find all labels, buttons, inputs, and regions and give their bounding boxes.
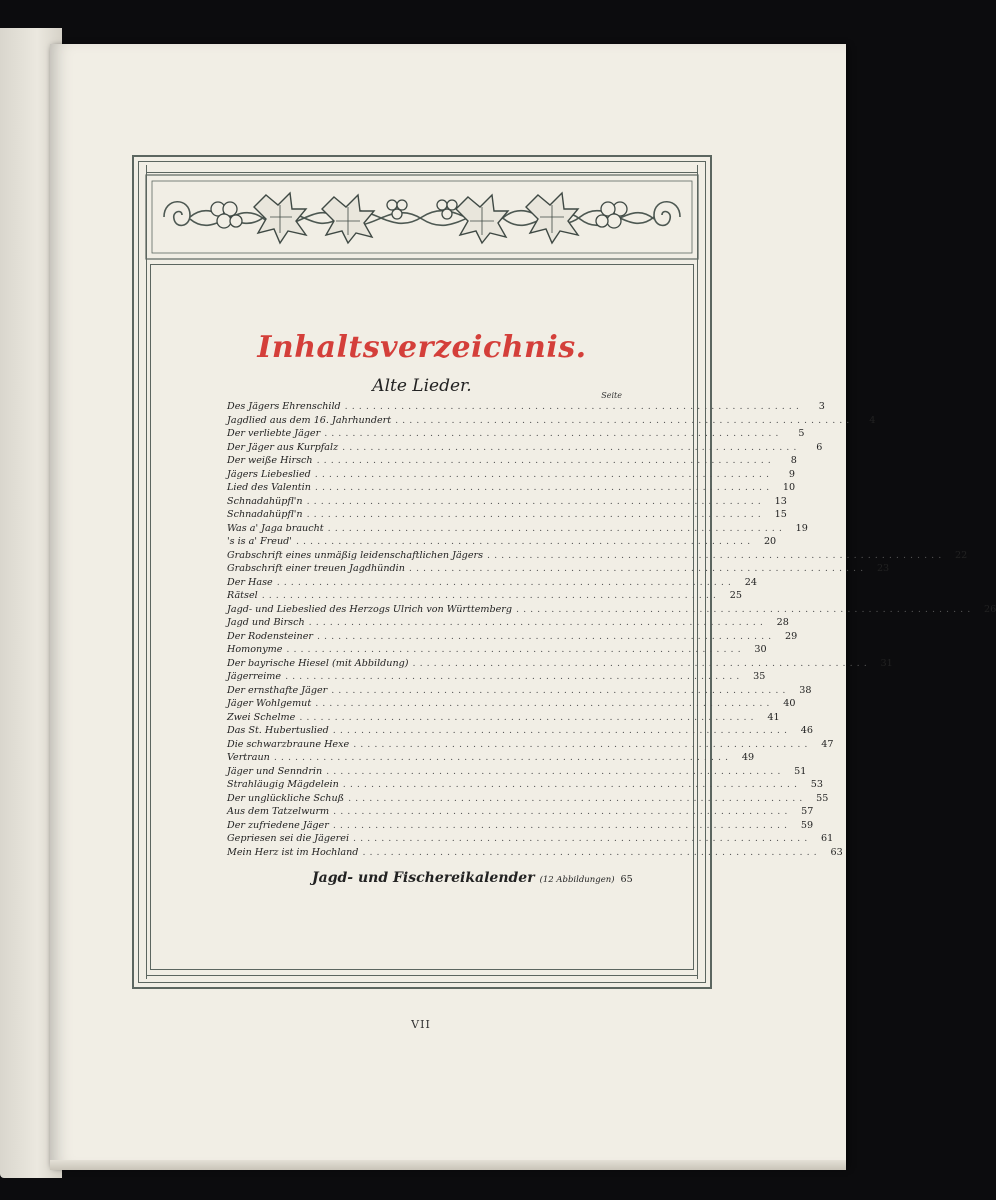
- final-entry-title: Jagd- und Fischereikalender: [312, 870, 535, 886]
- toc-entry: [227, 806, 814, 820]
- dot-leader: .................................................................: [395, 414, 854, 426]
- dot-leader: .................................................................: [342, 441, 801, 453]
- toc-entry-page: 59: [800, 819, 814, 831]
- dot-leader: .................................................................: [326, 765, 785, 777]
- toc-entry-page: 10: [782, 482, 796, 493]
- dot-leader: .................................................................: [308, 617, 767, 628]
- dot-leader: .................................................................: [285, 671, 744, 682]
- toc-entry-page: 24: [744, 576, 757, 588]
- toc-entry: [227, 414, 876, 429]
- toc-entry-title: Der zufriedene Jäger: [227, 819, 329, 831]
- final-entry-note: (12 Abbildungen): [539, 875, 615, 885]
- toc-entry: [227, 401, 825, 415]
- toc-entry-title: Der unglückliche Schuß: [227, 792, 345, 804]
- toc-entry-title: Der bayrische Hiesel (mit Abbildung): [227, 657, 409, 669]
- dot-leader: .................................................................: [261, 590, 720, 601]
- dot-leader: .................................................................: [342, 779, 802, 790]
- toc-entry-page: 13: [774, 495, 787, 507]
- toc-entry-title: Der ernsthafte Jäger: [227, 684, 328, 696]
- dot-leader: .................................................................: [344, 401, 803, 412]
- page-column-label: Seite: [601, 391, 622, 400]
- toc-entry-page: 29: [785, 630, 798, 642]
- toc-entry: [227, 455, 797, 469]
- dot-leader: .................................................................: [353, 833, 812, 844]
- toc-entry-title: Der Jäger aus Kurpfalz: [227, 441, 339, 453]
- dot-leader: .................................................................: [333, 806, 792, 817]
- toc-entry-title: Jäger und Senndrin: [227, 765, 323, 777]
- toc-entry: [227, 833, 834, 847]
- frame-bottom-rule: [146, 975, 698, 976]
- toc-entry-title: Schnadahüpfl'n: [227, 509, 303, 520]
- dot-leader: .................................................................: [332, 819, 792, 831]
- dot-leader: .................................................................: [306, 509, 765, 520]
- toc-entry-title: Homonyme: [227, 644, 283, 655]
- dot-leader: .................................................................: [314, 468, 773, 480]
- toc-entry-page: 22: [955, 549, 968, 561]
- toc-entry: [227, 819, 814, 834]
- dot-leader: .................................................................: [362, 846, 821, 858]
- toc-entry-title: Aus dem Tatzelwurm: [227, 806, 330, 817]
- toc-entry-title: Was a' Jaga braucht: [227, 522, 324, 534]
- toc-entry-page: 28: [776, 617, 789, 628]
- dot-leader: .................................................................: [331, 684, 790, 696]
- dot-leader: .................................................................: [276, 576, 735, 588]
- frame-left-rule: [146, 165, 147, 979]
- toc-entry-title: Grabschrift eines unmäßig leidenschaftlichen Jägers: [227, 549, 484, 561]
- toc-entry-title: Rätsel: [227, 590, 258, 601]
- section-heading: Alte Lieder.: [372, 376, 472, 396]
- toc-entry-page: 46: [800, 725, 814, 736]
- toc-entry-page: 51: [794, 765, 807, 777]
- dot-leader: .................................................................: [316, 455, 775, 466]
- toc-entry: [227, 509, 787, 523]
- dot-leader: .................................................................: [353, 738, 812, 750]
- dot-leader: .................................................................: [314, 482, 774, 493]
- toc-entry: [227, 603, 996, 618]
- toc-entry-title: Jägerreime: [227, 671, 282, 682]
- toc-entry-title: Lied des Valentin: [227, 482, 311, 493]
- page-title: Inhaltsverzeichnis.: [257, 330, 587, 365]
- toc-entry-title: Der weiße Hirsch: [227, 455, 313, 466]
- toc-final-entry: [312, 870, 633, 886]
- toc-entry: [227, 441, 823, 456]
- toc-entry-title: Der Hase: [227, 576, 273, 588]
- toc-entry-page: 6: [816, 441, 823, 453]
- toc-entry: [227, 792, 829, 807]
- toc-entry-page: 61: [821, 833, 834, 844]
- toc-entry: [227, 657, 893, 672]
- dot-leader: .................................................................: [487, 549, 946, 561]
- dot-leader: .................................................................: [295, 536, 755, 547]
- toc-entry-title: Jagd- und Liebeslied des Herzogs Ulrich von Württemberg: [227, 603, 513, 615]
- toc-entry: [227, 630, 798, 645]
- toc-entry-page: 15: [774, 509, 787, 520]
- toc-entry-title: Jagd und Birsch: [227, 617, 305, 628]
- toc-entry: [227, 698, 796, 712]
- toc-entry-page: 55: [816, 792, 829, 804]
- toc-entry-page: 8: [790, 455, 797, 466]
- toc-entry: [227, 684, 812, 699]
- toc-entry-page: 20: [763, 536, 777, 547]
- toc-entry-page: 41: [767, 711, 780, 723]
- toc-entry: [227, 644, 767, 658]
- toc-entry: [227, 576, 757, 591]
- dot-leader: .................................................................: [273, 752, 733, 763]
- toc-entry: [227, 495, 787, 510]
- vine-ornament-header: [146, 175, 698, 259]
- toc-entry-page: 4: [869, 414, 876, 426]
- toc-entry-page: 19: [795, 522, 808, 534]
- toc-entry-title: Mein Herz ist im Hochland: [227, 846, 359, 858]
- toc-entry-page: 31: [880, 657, 893, 669]
- toc-entry: [227, 590, 742, 604]
- dot-leader: .................................................................: [332, 725, 792, 736]
- toc-entry-title: Strahläugig Mägdelein: [227, 779, 339, 790]
- dot-leader: .................................................................: [412, 657, 871, 669]
- toc-entry-page: 53: [810, 779, 824, 790]
- dot-leader: .................................................................: [299, 711, 758, 723]
- toc-entry-title: Des Jägers Ehrenschild: [227, 401, 341, 412]
- toc-entry: [227, 725, 814, 739]
- toc-entry: [227, 779, 824, 793]
- toc-entry-page: 47: [821, 738, 834, 750]
- page-bottom-edge: [50, 1160, 846, 1170]
- toc-entry: [227, 617, 789, 631]
- dot-leader: .................................................................: [324, 428, 783, 439]
- toc-entry-page: 3: [818, 401, 825, 412]
- dot-leader: .................................................................: [516, 603, 975, 615]
- toc-entry-title: Das St. Hubertuslied: [227, 725, 329, 736]
- frame-top-rule: [146, 172, 698, 173]
- toc-entry: [227, 522, 808, 537]
- dot-leader: .................................................................: [327, 522, 786, 534]
- toc-entry-title: Die schwarzbraune Hexe: [227, 738, 350, 750]
- dot-leader: .................................................................: [316, 630, 776, 642]
- toc-entry: [227, 752, 755, 766]
- toc-entry: [227, 482, 796, 496]
- dot-leader: .................................................................: [408, 563, 868, 574]
- toc-entry-title: Jagdlied aus dem 16. Jahrhundert: [227, 414, 392, 426]
- toc-entry: [227, 428, 805, 442]
- toc-entry-page: 30: [754, 644, 767, 655]
- toc-entry-page: 63: [830, 846, 843, 858]
- toc-entry-page: 49: [741, 752, 755, 763]
- toc-entry: [227, 846, 843, 861]
- toc-entry-page: 23: [876, 563, 890, 574]
- page-folio: VII: [411, 1018, 431, 1031]
- toc-entry-page: 9: [788, 468, 795, 480]
- toc-entry-page: 5: [798, 428, 805, 439]
- toc-entry: [227, 536, 777, 550]
- toc-entry-title: 's is a' Freud': [227, 536, 292, 547]
- dot-leader: .................................................................: [306, 495, 765, 507]
- final-entry-page: 65: [620, 874, 633, 885]
- toc-entry: [227, 549, 968, 564]
- toc-entry-title: Jäger Wohlgemut: [227, 698, 312, 709]
- toc-entry: [227, 765, 807, 780]
- toc-entry-title: Gepriesen sei die Jägerei: [227, 833, 350, 844]
- toc-entry-title: Jägers Liebeslied: [227, 468, 311, 480]
- toc-entry-page: 40: [783, 698, 796, 709]
- toc-entry-title: Grabschrift einer treuen Jagdhündin: [227, 563, 405, 574]
- toc-entry: [227, 671, 766, 685]
- toc-entry-list: [227, 401, 996, 860]
- toc-entry: [227, 711, 780, 726]
- toc-entry-page: 57: [801, 806, 814, 817]
- dot-leader: .................................................................: [315, 698, 774, 709]
- toc-entry: [227, 563, 890, 577]
- toc-entry-page: 26: [984, 603, 996, 615]
- toc-entry-title: Zwei Schelme: [227, 711, 296, 723]
- toc-entry-title: Vertraun: [227, 752, 270, 763]
- toc-entry-page: 25: [729, 590, 742, 601]
- dot-leader: .................................................................: [348, 792, 807, 804]
- toc-entry-title: Der verliebte Jäger: [227, 428, 321, 439]
- dot-leader: .................................................................: [286, 644, 745, 655]
- toc-entry-title: Schnadahüpfl'n: [227, 495, 303, 507]
- toc-entry-page: 35: [753, 671, 766, 682]
- toc-entry: [227, 738, 834, 753]
- toc-entry-title: Der Rodensteiner: [227, 630, 313, 642]
- toc-entry: [227, 468, 795, 483]
- toc-entry-page: 38: [799, 684, 812, 696]
